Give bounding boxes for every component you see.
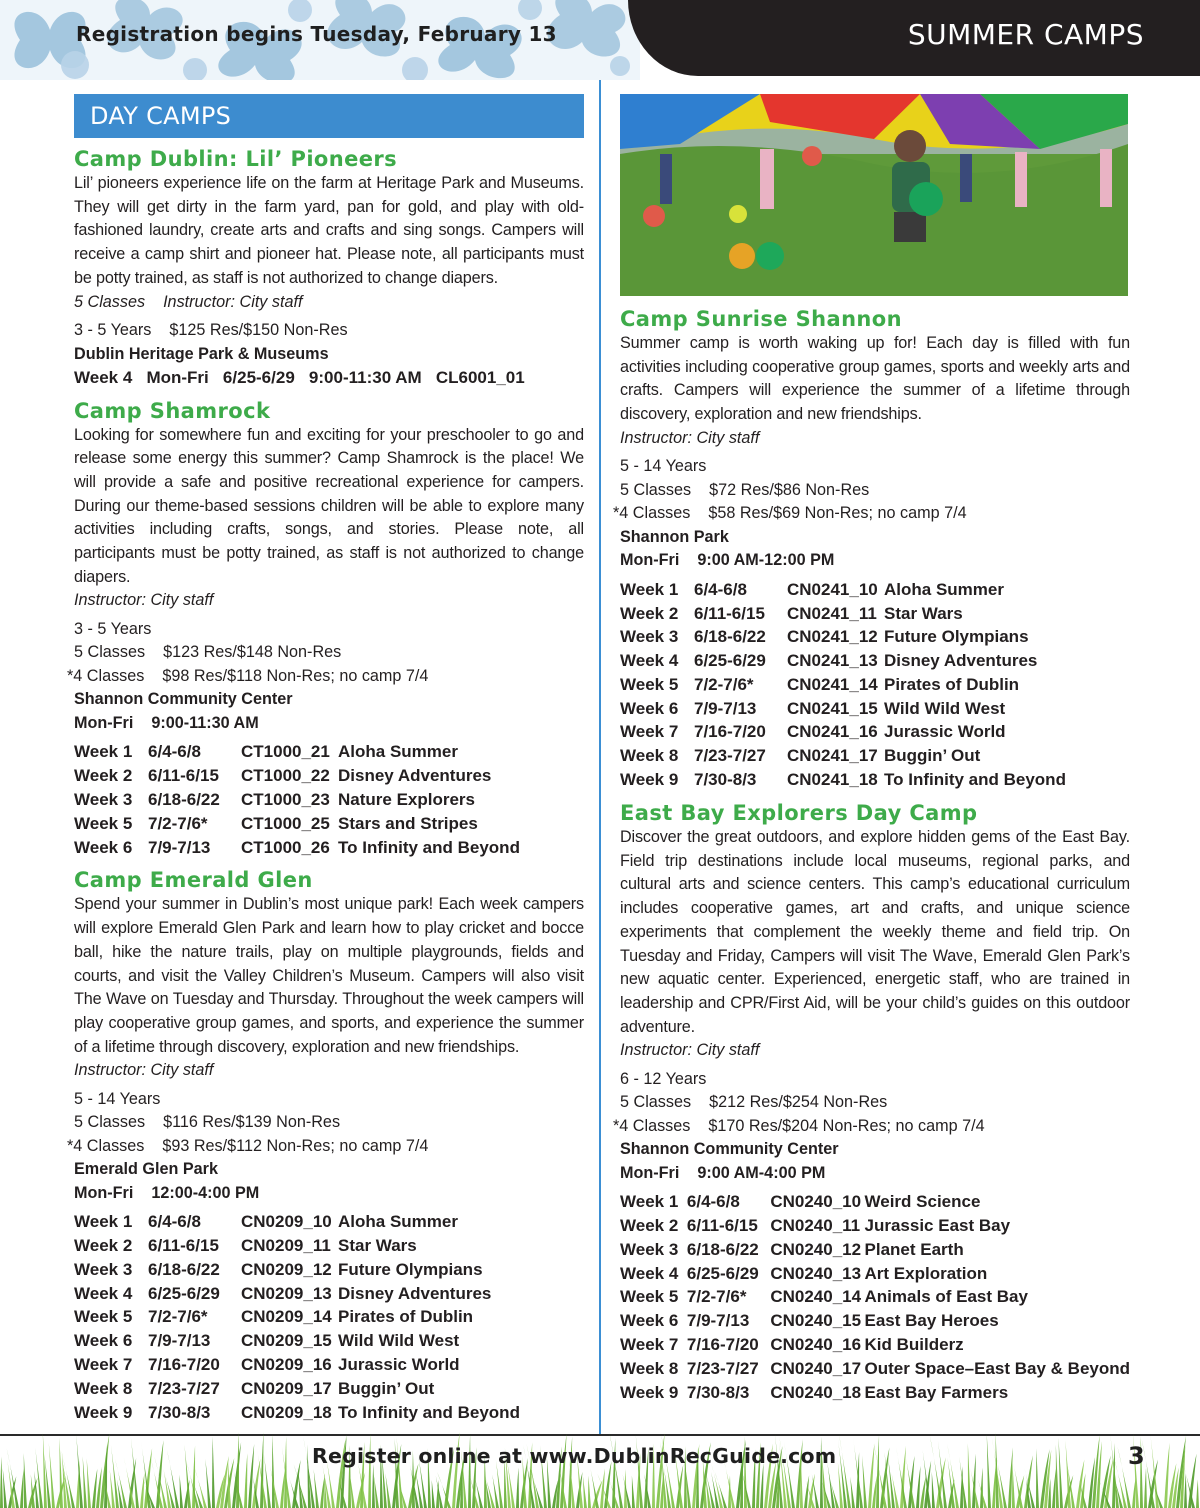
schedule-course-code: CN0209_14 xyxy=(241,1307,332,1327)
schedule-week: Week 6 xyxy=(74,837,133,857)
schedule-week: Week 9 xyxy=(620,1382,679,1402)
camp-description: Summer camp is worth waking up for! Each day is filled with fun activities including cooperative group games, sports and weekly arts and crafts. Campers will experience the summer of a lifetime through discovery, exploration and new friendships. xyxy=(620,334,1130,424)
schedule-theme: Outer Space–East Bay & Beyond xyxy=(864,1358,1130,1378)
schedule-theme: East Bay Heroes xyxy=(864,1311,999,1331)
schedule-dates: 7/23-7/27 xyxy=(148,1378,220,1398)
schedule-dates: 6/25-6/29 xyxy=(148,1283,220,1303)
camp-price-5-classes: 5 Classes $212 Res/$254 Non-Res xyxy=(620,1093,888,1112)
camp-schedule-table xyxy=(620,578,1066,792)
schedule-theme: Disney Adventures xyxy=(338,1283,492,1303)
schedule-theme: Art Exploration xyxy=(864,1263,988,1283)
schedule-week: Week 1 xyxy=(74,742,133,762)
schedule-course-code: CN0209_10 xyxy=(241,1212,332,1232)
photo-illustration xyxy=(620,94,1128,296)
schedule-dates: 7/9-7/13 xyxy=(148,837,211,857)
schedule-course-code: CN0240_10 xyxy=(770,1192,862,1212)
schedule-row xyxy=(620,1262,1130,1286)
schedule-row xyxy=(620,625,1066,649)
schedule-week: Week 2 xyxy=(74,766,133,786)
schedule-row xyxy=(620,721,1066,745)
schedule-row xyxy=(74,836,520,860)
schedule-course-code: CN0240_18 xyxy=(770,1382,862,1402)
camp-days-time: Mon-Fri 12:00-4:00 PM xyxy=(74,1183,260,1202)
schedule-row xyxy=(74,1234,520,1258)
schedule-theme: Jurassic World xyxy=(884,722,1006,742)
schedule-course-code: CN0209_18 xyxy=(241,1402,332,1422)
camp-schedule-table xyxy=(74,1210,520,1424)
schedule-row xyxy=(620,744,1066,768)
schedule-week: Week 7 xyxy=(74,1355,133,1375)
camp-schedule-table xyxy=(74,740,520,859)
camp-description: Spend your summer in Dublin’s most unique park! Each week campers will explore Emerald Glen Park and learn how to play cricket and bocce ball, hike the nature trails, play on multiple playgrounds, fields and courts, and visit the Valley Children’s Museum. Campers will also visit The Wave on Tuesday and Thursday. Throughout the week campers will play cooperative group games, and sports, and experience the summer of a lifetime through discovery, exploration and new friendships. xyxy=(74,895,584,1056)
schedule-course-code: CN0241_16 xyxy=(787,722,878,742)
schedule-course-code: CN0241_18 xyxy=(787,770,878,790)
schedule-theme: Jurassic World xyxy=(338,1355,460,1375)
camp-ages-price: 3 - 5 Years $125 Res/$150 Non-Res xyxy=(74,321,348,340)
schedule-dates: 7/16-7/20 xyxy=(148,1355,220,1375)
schedule-week: Week 1 xyxy=(620,579,679,599)
schedule-course-code: CN0240_15 xyxy=(770,1311,862,1331)
schedule-theme: Disney Adventures xyxy=(338,766,492,786)
schedule-course-code: CN0241_17 xyxy=(787,746,878,766)
schedule-dates: 7/9-7/13 xyxy=(148,1331,211,1351)
camp-location: Shannon Community Center xyxy=(74,690,293,709)
schedule-row xyxy=(620,578,1066,602)
schedule-dates: 6/4-6/8 xyxy=(694,579,747,599)
camp-session: Week 4 Mon-Fri 6/25-6/29 9:00-11:30 AM CL6001_01 xyxy=(74,368,525,388)
schedule-course-code: CN0240_13 xyxy=(770,1263,862,1283)
schedule-dates: 6/18-6/22 xyxy=(694,627,766,647)
schedule-course-code: CT1000_26 xyxy=(241,837,330,857)
schedule-theme: Pirates of Dublin xyxy=(338,1307,474,1327)
right-column xyxy=(613,94,1130,1404)
schedule-dates: 6/11-6/15 xyxy=(148,766,219,786)
camp-description: Lil’ pioneers experience life on the farm at Heritage Park and Museums. They will get dirty in the farm yard, pan for gold, and play with old-fashioned laundry, create arts and crafts and sing songs. Campers will receive a camp shirt and pioneer hat. Please note, all participants must be potty trained, as staff is not authorized to change diapers. xyxy=(74,174,584,287)
column-divider xyxy=(599,80,601,1435)
camp-ages: 5 - 14 Years xyxy=(620,457,707,476)
section-tab xyxy=(628,0,1200,76)
page-number: 3 xyxy=(1128,1442,1145,1470)
camp-schedule-table xyxy=(620,1190,1130,1404)
section-title: SUMMER CAMPS xyxy=(907,18,1144,51)
schedule-row xyxy=(620,673,1066,697)
schedule-dates: 7/16-7/20 xyxy=(686,1334,759,1354)
schedule-theme: Aloha Summer xyxy=(338,1212,458,1232)
schedule-row xyxy=(620,649,1066,673)
schedule-theme: To Infinity and Beyond xyxy=(884,770,1066,790)
camp-ages: 3 - 5 Years xyxy=(74,619,152,638)
schedule-row xyxy=(74,1329,520,1353)
schedule-course-code: CN0240_14 xyxy=(770,1287,862,1307)
camp-title: Camp Dublin: Lil’ Pioneers xyxy=(74,147,398,171)
schedule-dates: 6/18-6/22 xyxy=(148,1259,220,1279)
schedule-dates: 7/30-8/3 xyxy=(148,1402,211,1422)
schedule-theme: Planet Earth xyxy=(864,1239,964,1259)
schedule-theme: Stars and Stripes xyxy=(338,813,478,833)
schedule-dates: 7/2-7/6* xyxy=(148,813,208,833)
camp-photo-parachute-game xyxy=(620,94,1128,296)
schedule-row xyxy=(620,1309,1130,1333)
schedule-week: Week 6 xyxy=(620,698,679,718)
schedule-dates: 7/23-7/27 xyxy=(694,746,766,766)
camp-ages: 5 - 14 Years xyxy=(74,1089,161,1108)
schedule-week: Week 1 xyxy=(620,1192,679,1212)
schedule-course-code: CN0241_14 xyxy=(787,674,878,694)
schedule-course-code: CN0240_11 xyxy=(770,1216,861,1235)
schedule-dates: 7/2-7/6* xyxy=(694,674,754,694)
schedule-theme: Star Wars xyxy=(338,1236,417,1256)
schedule-course-code: CT1000_21 xyxy=(241,742,330,762)
schedule-dates: 7/2-7/6* xyxy=(686,1287,747,1307)
camp-title: East Bay Explorers Day Camp xyxy=(620,800,978,825)
page-header xyxy=(0,0,1200,80)
schedule-course-code: CN0240_12 xyxy=(770,1239,862,1259)
schedule-course-code: CN0241_10 xyxy=(787,579,878,599)
schedule-row xyxy=(620,1214,1130,1238)
day-camps-heading: DAY CAMPS xyxy=(74,94,584,138)
schedule-row xyxy=(74,788,520,812)
schedule-course-code: CN0209_16 xyxy=(241,1355,332,1375)
schedule-week: Week 4 xyxy=(74,1283,133,1303)
camp-title: Camp Shamrock xyxy=(74,398,271,423)
schedule-course-code: CT1000_23 xyxy=(241,789,330,809)
camp-price-5-classes: 5 Classes $116 Res/$139 Non-Res xyxy=(74,1113,341,1132)
schedule-row xyxy=(74,1210,520,1234)
camp-location: Shannon Park xyxy=(620,527,729,546)
camp-price-5-classes: 5 Classes $123 Res/$148 Non-Res xyxy=(74,643,342,662)
camp-price-4-classes: *4 Classes $93 Res/$112 Non-Res; no camp 7/4 xyxy=(67,1136,429,1155)
camp-instructor: Instructor: City staff xyxy=(620,428,760,447)
schedule-week: Week 8 xyxy=(74,1378,133,1398)
schedule-theme: Wild Wild West xyxy=(338,1331,460,1351)
camp-instructor: Instructor: City staff xyxy=(74,591,214,610)
schedule-dates: 7/9-7/13 xyxy=(694,698,757,718)
schedule-theme: Animals of East Bay xyxy=(864,1287,1028,1307)
schedule-week: Week 7 xyxy=(620,722,679,742)
schedule-row xyxy=(74,1377,520,1401)
schedule-dates: 6/4-6/8 xyxy=(686,1192,740,1212)
schedule-theme: Wild Wild West xyxy=(884,698,1006,718)
schedule-theme: To Infinity and Beyond xyxy=(338,1402,520,1422)
camp-days-time: Mon-Fri 9:00-11:30 AM xyxy=(74,713,259,732)
left-column xyxy=(67,94,584,1425)
schedule-week: Week 3 xyxy=(620,1239,679,1259)
registration-date-banner: Registration begins Tuesday, February 13 xyxy=(76,22,557,46)
camp-price-5-classes: 5 Classes $72 Res/$86 Non-Res xyxy=(620,480,870,499)
schedule-row xyxy=(74,1401,520,1425)
camp-location: Shannon Community Center xyxy=(620,1140,839,1159)
camp-description: Discover the great outdoors, and explore hidden gems of the East Bay. Field trip destinations include local museums, regional parks, and cultural arts and science centers. This camp’s educational curriculum includes cooperative games, art and crafts, and unique science experiments that complement the weekly theme and field trip. On Tuesday and Friday, Campers will visit The Wave, Emerald Glen Park’s new aquatic center. Experienced, energetic staff, who are trained in leadership and CPR/First Aid, will be your child’s guides on this outdoor adventure. xyxy=(620,827,1130,1036)
schedule-dates: 6/11-6/15 xyxy=(148,1236,219,1256)
schedule-dates: 6/11-6/15 xyxy=(694,603,765,623)
camp-description: Looking for somewhere fun and exciting for your preschooler to go and release some energy this summer? Camp Shamrock is the place! We will provide a safe and positive recreational experience for campers. During our theme-based sessions children will be able to explore many activities including crafts, songs, and stories. Please note, all participants must be potty trained, as staff is not authorized to change diapers. xyxy=(74,425,584,586)
schedule-course-code: CN0209_12 xyxy=(241,1259,332,1279)
schedule-course-code: CN0241_11 xyxy=(787,603,877,623)
schedule-row xyxy=(620,768,1066,792)
camp-instructor: Instructor: City staff xyxy=(74,1061,214,1080)
schedule-theme: Jurassic East Bay xyxy=(864,1216,1011,1235)
schedule-dates: 7/30-8/3 xyxy=(694,770,757,790)
schedule-week: Week 2 xyxy=(620,603,679,623)
schedule-row xyxy=(620,1190,1130,1214)
schedule-week: Week 7 xyxy=(620,1334,679,1354)
camp-sunrise-shannon xyxy=(613,306,1130,792)
camp-ages: 6 - 12 Years xyxy=(620,1069,707,1088)
schedule-theme: Star Wars xyxy=(884,603,963,623)
schedule-dates: 7/2-7/6* xyxy=(148,1307,208,1327)
schedule-week: Week 2 xyxy=(74,1236,133,1256)
camp-title: Camp Emerald Glen xyxy=(74,868,313,893)
schedule-row xyxy=(74,764,520,788)
schedule-week: Week 8 xyxy=(620,746,679,766)
camp-price-4-classes: *4 Classes $58 Res/$69 Non-Res; no camp 7/4 xyxy=(613,504,967,523)
camp-location: Emerald Glen Park xyxy=(74,1160,218,1179)
camp-instructor: 5 Classes Instructor: City staff xyxy=(74,292,303,311)
schedule-week: Week 5 xyxy=(620,1287,679,1307)
schedule-course-code: CN0209_13 xyxy=(241,1283,332,1303)
camp-east-bay-explorers xyxy=(613,800,1130,1405)
schedule-course-code: CN0241_12 xyxy=(787,627,878,647)
schedule-course-code: CN0209_17 xyxy=(241,1378,332,1398)
schedule-row xyxy=(74,740,520,764)
camp-price-4-classes: *4 Classes $98 Res/$118 Non-Res; no camp 7/4 xyxy=(67,666,429,685)
schedule-row xyxy=(74,1353,520,1377)
schedule-dates: 6/11-6/15 xyxy=(686,1216,758,1235)
schedule-dates: 7/30-8/3 xyxy=(686,1382,750,1402)
schedule-course-code: CN0240_16 xyxy=(770,1334,862,1354)
register-online-link[interactable]: Register online at www.DublinRecGuide.com xyxy=(312,1444,837,1468)
schedule-week: Week 6 xyxy=(620,1311,679,1331)
schedule-dates: 7/23-7/27 xyxy=(686,1358,759,1378)
schedule-theme: Buggin’ Out xyxy=(884,746,981,766)
schedule-dates: 6/18-6/22 xyxy=(686,1239,759,1259)
schedule-week: Week 8 xyxy=(620,1358,679,1378)
schedule-week: Week 5 xyxy=(620,674,679,694)
schedule-week: Week 3 xyxy=(620,627,679,647)
schedule-row xyxy=(620,1357,1130,1381)
schedule-week: Week 1 xyxy=(74,1212,133,1232)
schedule-course-code: CN0209_11 xyxy=(241,1236,331,1256)
schedule-theme: To Infinity and Beyond xyxy=(338,837,520,857)
schedule-theme: Future Olympians xyxy=(338,1259,483,1279)
camp-days-time: Mon-Fri 9:00 AM-12:00 PM xyxy=(620,551,835,570)
camp-title: Camp Sunrise Shannon xyxy=(620,307,902,331)
camp-price-4-classes: *4 Classes $170 Res/$204 Non-Res; no camp 7/4 xyxy=(613,1116,985,1135)
schedule-week: Week 2 xyxy=(620,1216,679,1235)
camp-instructor: Instructor: City staff xyxy=(620,1041,760,1060)
schedule-row xyxy=(620,1238,1130,1262)
schedule-row xyxy=(74,1258,520,1282)
camp-shamrock xyxy=(67,398,584,860)
camp-lil-pioneers xyxy=(74,146,584,390)
schedule-dates: 7/9-7/13 xyxy=(686,1311,750,1331)
schedule-course-code: CT1000_22 xyxy=(241,766,330,786)
schedule-week: Week 3 xyxy=(74,1259,133,1279)
camp-location: Dublin Heritage Park & Museums xyxy=(74,344,329,363)
schedule-theme: Aloha Summer xyxy=(338,742,458,762)
schedule-row xyxy=(74,812,520,836)
schedule-row xyxy=(620,1333,1130,1357)
schedule-dates: 7/16-7/20 xyxy=(694,722,766,742)
schedule-row xyxy=(620,1286,1130,1310)
schedule-week: Week 4 xyxy=(620,1263,679,1283)
schedule-week: Week 5 xyxy=(74,813,133,833)
schedule-dates: 6/4-6/8 xyxy=(148,1212,201,1232)
camp-emerald-glen xyxy=(67,867,584,1424)
schedule-theme: East Bay Farmers xyxy=(864,1382,1009,1402)
schedule-dates: 6/18-6/22 xyxy=(148,789,220,809)
schedule-week: Week 9 xyxy=(74,1402,133,1422)
schedule-row xyxy=(74,1306,520,1330)
schedule-course-code: CN0240_17 xyxy=(770,1358,862,1378)
schedule-row xyxy=(620,602,1066,626)
schedule-theme: Pirates of Dublin xyxy=(884,674,1020,694)
schedule-course-code: CT1000_25 xyxy=(241,813,330,833)
schedule-row xyxy=(74,1282,520,1306)
schedule-row xyxy=(620,1381,1130,1405)
schedule-week: Week 3 xyxy=(74,789,133,809)
schedule-theme: Future Olympians xyxy=(884,627,1029,647)
schedule-week: Week 6 xyxy=(74,1331,133,1351)
schedule-theme: Aloha Summer xyxy=(884,579,1004,599)
schedule-theme: Nature Explorers xyxy=(338,789,475,809)
schedule-week: Week 9 xyxy=(620,770,679,790)
schedule-theme: Kid Builderz xyxy=(864,1334,964,1354)
schedule-course-code: CN0209_15 xyxy=(241,1331,332,1351)
camp-days-time: Mon-Fri 9:00 AM-4:00 PM xyxy=(620,1163,826,1182)
schedule-week: Week 4 xyxy=(620,651,679,671)
schedule-course-code: CN0241_13 xyxy=(787,651,878,671)
schedule-theme: Weird Science xyxy=(864,1192,981,1212)
schedule-week: Week 5 xyxy=(74,1307,133,1327)
schedule-theme: Disney Adventures xyxy=(884,651,1038,671)
schedule-row xyxy=(620,697,1066,721)
schedule-dates: 6/25-6/29 xyxy=(694,651,766,671)
schedule-course-code: CN0241_15 xyxy=(787,698,878,718)
schedule-dates: 6/25-6/29 xyxy=(686,1263,759,1283)
schedule-theme: Buggin’ Out xyxy=(338,1378,435,1398)
schedule-dates: 6/4-6/8 xyxy=(148,742,201,762)
